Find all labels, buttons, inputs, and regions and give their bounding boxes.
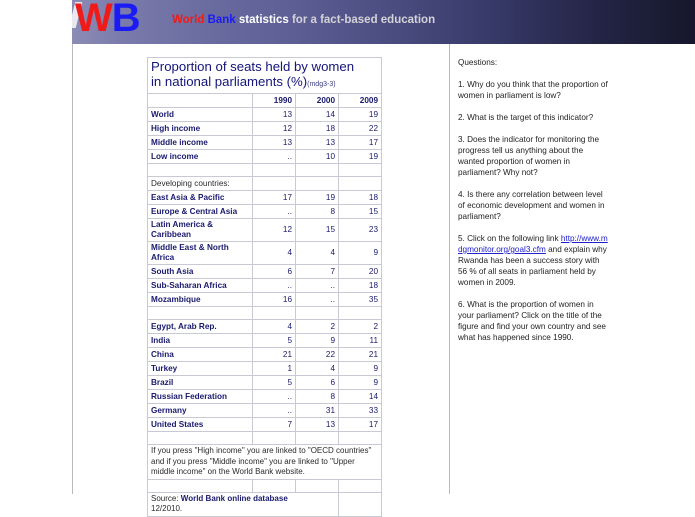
spacer-cell — [296, 479, 339, 492]
group-label-developing-countries: Developing countries: — [148, 177, 253, 191]
row-label-south-asia[interactable]: South Asia — [148, 265, 253, 279]
spacer-cell — [296, 432, 339, 445]
row-label-mozambique[interactable]: Mozambique — [148, 293, 253, 307]
table-row[interactable] — [148, 265, 382, 279]
cell-middle-east-north-africa-2009: 9 — [339, 242, 382, 265]
questions-heading: Questions: — [458, 58, 498, 67]
table-row[interactable] — [148, 219, 382, 242]
source-prefix: Source: — [151, 493, 181, 503]
question-1: 1. Why do you think that the proportion of women in parliament is low? — [458, 80, 608, 100]
table-source — [148, 492, 339, 516]
cell-south-asia-2009: 20 — [339, 265, 382, 279]
row-label-latin-america-caribbean[interactable]: Latin America & Caribbean — [148, 219, 253, 242]
cell-mozambique-2009: 35 — [339, 293, 382, 307]
cell-russia-2000: 8 — [296, 390, 339, 404]
spacer-cell — [296, 307, 339, 320]
tagline-world: World — [172, 14, 205, 26]
spacer-cell — [339, 164, 382, 177]
row-label-russian-federation[interactable]: Russian Federation — [148, 390, 253, 404]
table-row[interactable] — [148, 404, 382, 418]
question-3: 3. Does the indicator for monitoring the progress tell us anything about the wanted proportion of women in parliament? Why not? — [458, 135, 600, 177]
cell-middle-east-north-africa-2000: 4 — [296, 242, 339, 265]
cell-world-2000: 14 — [296, 108, 339, 122]
logo-letter-w: W — [75, 0, 112, 40]
cell-low-income-2000: 10 — [296, 150, 339, 164]
tagline-bank: Bank — [207, 14, 236, 26]
spacer-cell — [253, 432, 296, 445]
cell-middle-income-2009: 17 — [339, 136, 382, 150]
cell-germany-2000: 31 — [296, 404, 339, 418]
column-header-1990: 1990 — [253, 94, 296, 108]
cell-russia-1990: .. — [253, 390, 296, 404]
cell-turkey-2009: 9 — [339, 362, 382, 376]
question-5-before: 5. Click on the following link — [458, 234, 561, 243]
row-label-middle-income[interactable]: Middle income — [148, 136, 253, 150]
row-label-europe-central-asia[interactable]: Europe & Central Asia — [148, 205, 253, 219]
cell-europe-central-asia-2009: 15 — [339, 205, 382, 219]
table-row[interactable] — [148, 362, 382, 376]
row-label-middle-east-north-africa[interactable]: Middle East & North Africa — [148, 242, 253, 265]
cell-germany-1990: .. — [253, 404, 296, 418]
left-column-divider — [72, 44, 73, 494]
cell-middle-income-2000: 13 — [296, 136, 339, 150]
row-label-world[interactable]: World — [148, 108, 253, 122]
table-row[interactable] — [148, 122, 382, 136]
cell-turkey-2000: 4 — [296, 362, 339, 376]
table-spacer-row — [148, 164, 382, 177]
cell-mozambique-1990: 16 — [253, 293, 296, 307]
cell-india-1990: 5 — [253, 334, 296, 348]
right-column-divider — [449, 44, 450, 494]
cell-latin-america-caribbean-2009: 23 — [339, 219, 382, 242]
question-6: 6. What is the proportion of women in your parliament? Click on the title of the figure and find your own country and see what has happened since 1990. — [458, 300, 606, 342]
cell-united-states-1990: 7 — [253, 418, 296, 432]
cell-united-states-2000: 13 — [296, 418, 339, 432]
table-spacer-row — [148, 479, 382, 492]
source-date: 12/2010. — [151, 504, 183, 513]
statistics-table-container — [147, 57, 381, 517]
cell-high-income-1990: 12 — [253, 122, 296, 136]
cell-sub-saharan-africa-1990: .. — [253, 279, 296, 293]
tagline-rest: for a fact-based education — [288, 14, 436, 26]
group-cell-blank — [296, 177, 339, 191]
row-label-china[interactable]: China — [148, 348, 253, 362]
cell-russia-2009: 14 — [339, 390, 382, 404]
table-row[interactable] — [148, 136, 382, 150]
cell-south-asia-1990: 6 — [253, 265, 296, 279]
group-cell-blank — [339, 177, 382, 191]
column-header-blank — [148, 94, 253, 108]
table-source-row — [148, 492, 382, 516]
cell-egypt-1990: 4 — [253, 320, 296, 334]
row-label-sub-saharan-africa[interactable]: Sub-Saharan Africa — [148, 279, 253, 293]
cell-east-asia-pacific-2000: 19 — [296, 191, 339, 205]
table-title-cell[interactable] — [148, 58, 382, 94]
source-blank-cell — [339, 492, 382, 516]
row-label-high-income[interactable]: High income — [148, 122, 253, 136]
cell-east-asia-pacific-2009: 18 — [339, 191, 382, 205]
cell-world-2009: 19 — [339, 108, 382, 122]
spacer-cell — [253, 164, 296, 177]
row-label-brazil[interactable]: Brazil — [148, 376, 253, 390]
row-label-turkey[interactable]: Turkey — [148, 362, 253, 376]
banner-tagline — [172, 14, 435, 26]
spacer-cell — [253, 479, 296, 492]
table-title-code: (mdg3-3) — [307, 81, 336, 88]
table-row[interactable] — [148, 390, 382, 404]
spacer-cell — [253, 307, 296, 320]
cell-china-2000: 22 — [296, 348, 339, 362]
cell-middle-east-north-africa-1990: 4 — [253, 242, 296, 265]
cell-united-states-2009: 17 — [339, 418, 382, 432]
row-label-egypt-arab-rep[interactable]: Egypt, Arab Rep. — [148, 320, 253, 334]
logo-letter-b: B — [111, 0, 140, 40]
cell-sub-saharan-africa-2000: .. — [296, 279, 339, 293]
question-2: 2. What is the target of this indicator? — [458, 113, 594, 122]
spacer-cell — [339, 307, 382, 320]
tagline-statistics: statistics — [235, 14, 289, 26]
table-header-row — [148, 94, 382, 108]
cell-europe-central-asia-2000: 8 — [296, 205, 339, 219]
cell-egypt-2000: 2 — [296, 320, 339, 334]
table-footnote: If you press "High income" you are linked to "OECD countries" and if you press "Middle income" you are linked to "Upper middle income" on the World Bank website. — [148, 445, 382, 480]
table-row[interactable] — [148, 205, 382, 219]
cell-east-asia-pacific-1990: 17 — [253, 191, 296, 205]
cell-latin-america-caribbean-2000: 15 — [296, 219, 339, 242]
cell-sub-saharan-africa-2009: 18 — [339, 279, 382, 293]
table-row[interactable] — [148, 293, 382, 307]
table-row[interactable] — [148, 108, 382, 122]
table-title-line2: in national parliaments (%) — [151, 74, 308, 89]
mdg-monitor-link[interactable]: http://www.mdgmonitor.org/goal3.cfm — [458, 234, 608, 254]
cell-low-income-1990: .. — [253, 150, 296, 164]
questions-panel — [458, 57, 608, 354]
spacer-cell — [339, 479, 382, 492]
cell-germany-2009: 33 — [339, 404, 382, 418]
cell-brazil-2000: 6 — [296, 376, 339, 390]
spacer-cell — [148, 164, 253, 177]
table-title-row — [148, 58, 382, 94]
row-label-germany[interactable]: Germany — [148, 404, 253, 418]
cell-middle-income-1990: 13 — [253, 136, 296, 150]
table-row[interactable] — [148, 150, 382, 164]
cell-europe-central-asia-1990: .. — [253, 205, 296, 219]
cell-low-income-2009: 19 — [339, 150, 382, 164]
table-title-line1: Proportion of seats held by women — [151, 59, 355, 74]
table-row[interactable] — [148, 320, 382, 334]
spacer-cell — [148, 307, 253, 320]
table-row[interactable] — [148, 376, 382, 390]
cell-south-asia-2000: 7 — [296, 265, 339, 279]
table-spacer-row — [148, 432, 382, 445]
spacer-cell — [148, 479, 253, 492]
world-bank-logo — [75, 0, 140, 40]
table-group-row — [148, 177, 382, 191]
question-5-after: and explain why Rwanda has been a success story with 56 % of all seats in parliament held by women in 2009. — [458, 245, 607, 287]
column-header-2000: 2000 — [296, 94, 339, 108]
table-row[interactable] — [148, 348, 382, 362]
cell-world-1990: 13 — [253, 108, 296, 122]
table-note-row — [148, 445, 382, 480]
question-5 — [458, 233, 608, 288]
cell-latin-america-caribbean-1990: 12 — [253, 219, 296, 242]
cell-india-2000: 9 — [296, 334, 339, 348]
question-4: 4. Is there any correlation between level of economic development and women in parliament? — [458, 190, 605, 221]
cell-india-2009: 11 — [339, 334, 382, 348]
table-spacer-row — [148, 307, 382, 320]
source-database-name: World Bank online database — [180, 493, 288, 503]
cell-brazil-1990: 5 — [253, 376, 296, 390]
row-label-east-asia-pacific[interactable]: East Asia & Pacific — [148, 191, 253, 205]
cell-brazil-2009: 9 — [339, 376, 382, 390]
table-row[interactable] — [148, 191, 382, 205]
cell-high-income-2009: 22 — [339, 122, 382, 136]
table-row[interactable] — [148, 334, 382, 348]
cell-turkey-1990: 1 — [253, 362, 296, 376]
table-row[interactable] — [148, 242, 382, 265]
cell-high-income-2000: 18 — [296, 122, 339, 136]
spacer-cell — [339, 432, 382, 445]
group-cell-blank — [253, 177, 296, 191]
table-row[interactable] — [148, 418, 382, 432]
cell-china-1990: 21 — [253, 348, 296, 362]
page-header-banner — [72, 0, 695, 44]
cell-egypt-2009: 2 — [339, 320, 382, 334]
spacer-cell — [296, 164, 339, 177]
cell-mozambique-2000: .. — [296, 293, 339, 307]
row-label-india[interactable]: India — [148, 334, 253, 348]
spacer-cell — [148, 432, 253, 445]
table-row[interactable] — [148, 279, 382, 293]
women-in-parliament-table — [147, 57, 382, 517]
row-label-united-states[interactable]: United States — [148, 418, 253, 432]
column-header-2009: 2009 — [339, 94, 382, 108]
row-label-low-income[interactable]: Low income — [148, 150, 253, 164]
cell-china-2009: 21 — [339, 348, 382, 362]
